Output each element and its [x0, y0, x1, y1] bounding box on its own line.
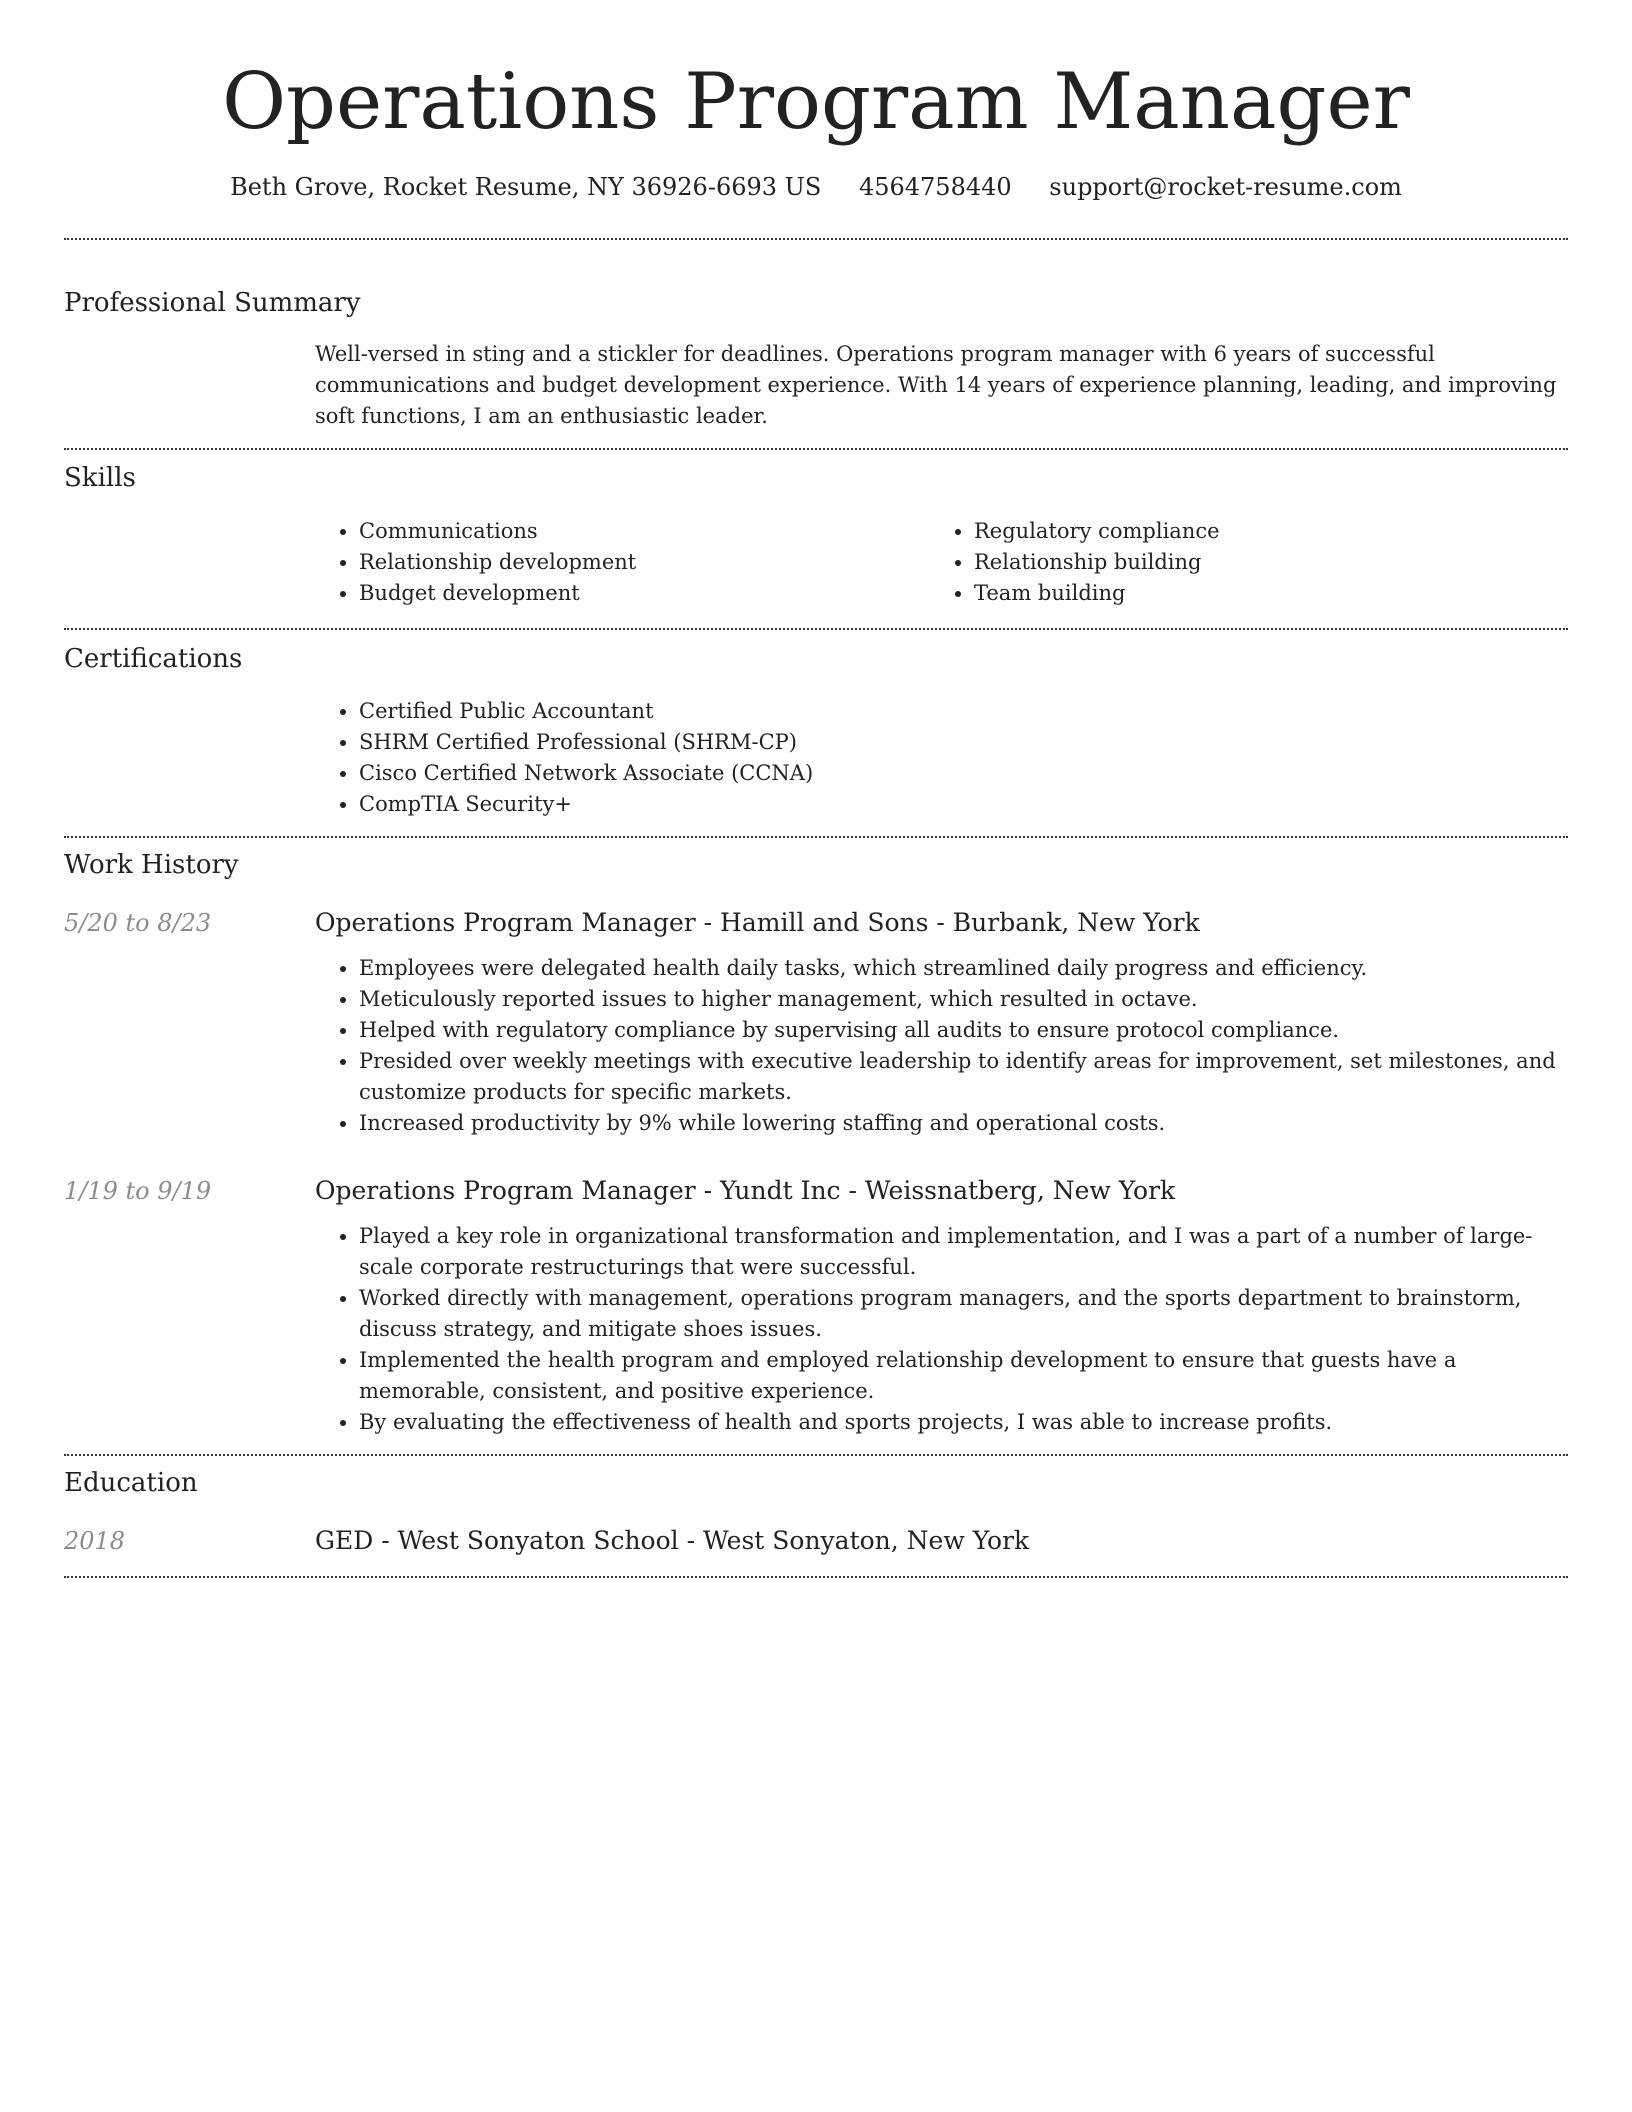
job-body: [315, 1221, 1568, 1438]
work-section: [64, 838, 1568, 1438]
skills-section: [64, 450, 1568, 609]
job-heading: Operations Program Manager - Yundt Inc - Weissnatberg, New York: [315, 1176, 1176, 1205]
job-entry: [64, 906, 1568, 1139]
skill-item: • Team building: [974, 578, 1545, 609]
resume-page: [64, 0, 1568, 1578]
skills-list-left: [315, 516, 930, 609]
skill-item: • Relationship building: [974, 547, 1545, 578]
job-bullet: • Played a key role in organizational transformation and implementation, and I was a part of a number of large-scale corporate restructurings that were successful.: [359, 1221, 1568, 1283]
job-bullets: [315, 953, 1568, 1139]
job-bullet: • Meticulously reported issues to higher management, which resulted in octave.: [359, 984, 1568, 1015]
skill-item: • Budget development: [359, 578, 930, 609]
skills-list-right: [930, 516, 1545, 609]
certifications-list: [315, 696, 1568, 820]
divider: [64, 1576, 1568, 1578]
contact-address: Beth Grove, Rocket Resume, NY 36926-6693 US: [230, 173, 822, 201]
certification-item: • SHRM Certified Professional (SHRM-CP): [359, 727, 1568, 758]
certification-item: • Cisco Certified Network Associate (CCNA): [359, 758, 1568, 789]
summary-text: Well-versed in sting and a stickler for deadlines. Operations program manager with 6 years of successful communications and budget development experience. With 14 years of experience planning, leading, and improving soft functions, I am an enthusiastic leader.: [315, 342, 1557, 428]
summary-body: [315, 339, 1568, 432]
certifications-title: Certifications: [64, 644, 243, 674]
certification-item: • CompTIA Security+: [359, 789, 1568, 820]
education-year: 2018: [64, 1527, 126, 1555]
job-body: [315, 953, 1568, 1139]
job-bullets: [315, 1221, 1568, 1438]
contact-line: [64, 170, 1568, 204]
education-heading: GED - West Sonyaton School - West Sonyaton, New York: [315, 1526, 1030, 1555]
skill-item: • Relationship development: [359, 547, 930, 578]
skill-item: • Communications: [359, 516, 930, 547]
contact-email: support@rocket-resume.com: [1049, 173, 1402, 201]
summary-section: [64, 240, 1568, 432]
certification-item: • Certified Public Accountant: [359, 696, 1568, 727]
job-dates: 1/19 to 9/19: [64, 1177, 212, 1205]
skills-title: Skills: [64, 463, 136, 493]
job-bullet: • Presided over weekly meetings with executive leadership to identify areas for improvement, set milestones, and customize products for specific markets.: [359, 1046, 1568, 1108]
skills-grid: [315, 516, 1568, 609]
education-section: [64, 1456, 1568, 1558]
education-title: Education: [64, 1468, 198, 1498]
job-bullet: • Implemented the health program and employed relationship development to ensure that guests have a memorable, consistent, and positive experience.: [359, 1345, 1568, 1407]
job-entry: [64, 1174, 1568, 1438]
summary-title: Professional Summary: [64, 288, 361, 318]
job-bullet: • Worked directly with management, operations program managers, and the sports department to brainstorm, discuss strategy, and mitigate shoes issues.: [359, 1283, 1568, 1345]
job-bullet: • By evaluating the effectiveness of health and sports projects, I was able to increase profits.: [359, 1407, 1568, 1438]
job-bullet: • Employees were delegated health daily tasks, which streamlined daily progress and efficiency.: [359, 953, 1568, 984]
job-heading: Operations Program Manager - Hamill and Sons - Burbank, New York: [315, 908, 1200, 937]
resume-name: Operations Program Manager: [222, 57, 1410, 147]
work-title: Work History: [64, 850, 239, 880]
education-entry: [64, 1524, 1568, 1558]
job-bullet: • Increased productivity by 9% while lowering staffing and operational costs.: [359, 1108, 1568, 1139]
job-dates: 5/20 to 8/23: [64, 909, 212, 937]
certifications-section: [64, 630, 1568, 820]
contact-phone: 4564758440: [858, 173, 1012, 201]
certifications-body: [315, 696, 1568, 820]
job-bullet: • Helped with regulatory compliance by supervising all audits to ensure protocol compliance.: [359, 1015, 1568, 1046]
skill-item: • Regulatory compliance: [974, 516, 1545, 547]
